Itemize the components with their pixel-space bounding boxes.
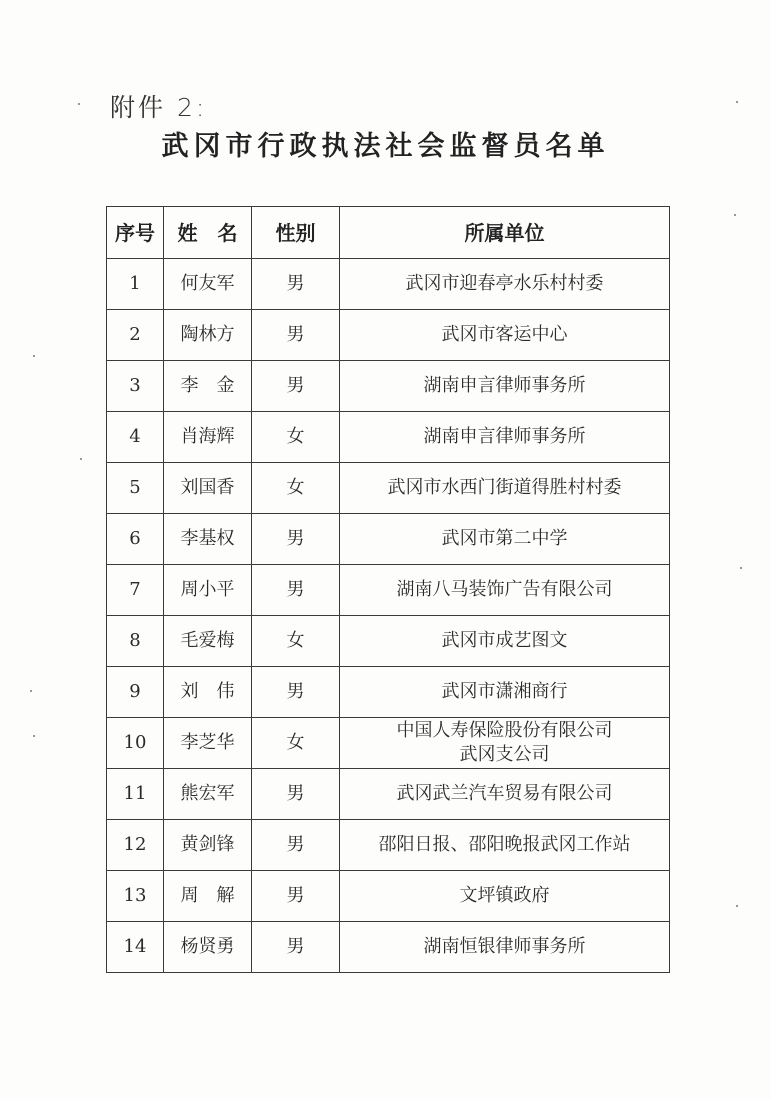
cell-name: 肖海辉 [164, 412, 252, 463]
cell-gender: 男 [252, 361, 340, 412]
table-row [107, 616, 670, 667]
cell-name: 杨贤勇 [164, 922, 252, 973]
cell-name: 李 金 [164, 361, 252, 412]
table-row [107, 718, 670, 769]
cell-unit: 湖南恒银律师事务所 [340, 922, 670, 973]
scan-speck [80, 458, 82, 460]
cell-name: 刘 伟 [164, 667, 252, 718]
scan-speck [33, 735, 35, 737]
cell-gender: 男 [252, 259, 340, 310]
table-row [107, 820, 670, 871]
scan-speck [736, 905, 738, 907]
cell-no: 9 [107, 667, 164, 718]
cell-gender: 男 [252, 565, 340, 616]
cell-no: 11 [107, 769, 164, 820]
cell-unit: 武冈市水西门街道得胜村村委 [340, 463, 670, 514]
column-header-unit: 所属单位 [340, 207, 670, 259]
cell-no: 14 [107, 922, 164, 973]
table-row [107, 310, 670, 361]
cell-unit: 武冈市第二中学 [340, 514, 670, 565]
cell-name: 黄剑锋 [164, 820, 252, 871]
cell-unit: 邵阳日报、邵阳晚报武冈工作站 [340, 820, 670, 871]
cell-no: 10 [107, 718, 164, 769]
cell-gender: 女 [252, 718, 340, 769]
cell-gender: 男 [252, 769, 340, 820]
cell-gender: 男 [252, 667, 340, 718]
cell-unit: 武冈市迎春亭水乐村村委 [340, 259, 670, 310]
table-row [107, 463, 670, 514]
cell-unit: 武冈市成艺图文 [340, 616, 670, 667]
cell-gender: 女 [252, 616, 340, 667]
column-header-name: 姓 名 [164, 207, 252, 259]
cell-name: 李芝华 [164, 718, 252, 769]
table-row [107, 514, 670, 565]
cell-unit: 武冈武兰汽车贸易有限公司 [340, 769, 670, 820]
cell-name: 周小平 [164, 565, 252, 616]
column-header-no: 序号 [107, 207, 164, 259]
cell-no: 12 [107, 820, 164, 871]
supervisor-roster-table [106, 206, 670, 973]
table-row [107, 922, 670, 973]
table-row [107, 667, 670, 718]
cell-name: 毛爱梅 [164, 616, 252, 667]
cell-no: 3 [107, 361, 164, 412]
cell-gender: 男 [252, 922, 340, 973]
table-row [107, 259, 670, 310]
cell-no: 8 [107, 616, 164, 667]
cell-gender: 男 [252, 514, 340, 565]
scan-speck [734, 214, 736, 216]
scan-speck [78, 103, 80, 105]
cell-name: 周 解 [164, 871, 252, 922]
table-header-row [107, 207, 670, 259]
scan-speck [740, 567, 742, 569]
table-row [107, 361, 670, 412]
cell-unit: 武冈市客运中心 [340, 310, 670, 361]
cell-no: 5 [107, 463, 164, 514]
attachment-label: 附件 2: [110, 93, 208, 122]
cell-name: 李基权 [164, 514, 252, 565]
cell-no: 1 [107, 259, 164, 310]
cell-no: 6 [107, 514, 164, 565]
cell-no: 4 [107, 412, 164, 463]
scan-speck [33, 355, 35, 357]
cell-gender: 男 [252, 310, 340, 361]
table-row [107, 871, 670, 922]
cell-gender: 男 [252, 871, 340, 922]
cell-unit [340, 718, 670, 769]
cell-gender: 女 [252, 463, 340, 514]
cell-unit: 湖南申言律师事务所 [340, 412, 670, 463]
scan-speck [30, 690, 32, 692]
cell-name: 何友军 [164, 259, 252, 310]
cell-name: 陶林方 [164, 310, 252, 361]
scan-speck [736, 101, 738, 103]
cell-unit-line2: 武冈支公司 [459, 744, 550, 765]
cell-gender: 女 [252, 412, 340, 463]
cell-unit: 武冈市潇湘商行 [340, 667, 670, 718]
table-row [107, 412, 670, 463]
cell-no: 2 [107, 310, 164, 361]
cell-unit-line1: 中国人寿保险股份有限公司 [396, 720, 613, 741]
table-row [107, 769, 670, 820]
cell-no: 13 [107, 871, 164, 922]
cell-name: 熊宏军 [164, 769, 252, 820]
cell-unit: 湖南申言律师事务所 [340, 361, 670, 412]
cell-name: 刘国香 [164, 463, 252, 514]
cell-no: 7 [107, 565, 164, 616]
cell-unit: 文坪镇政府 [340, 871, 670, 922]
table-row [107, 565, 670, 616]
document-title: 武冈市行政执法社会监督员名单 [161, 131, 610, 162]
column-header-gender: 性别 [252, 207, 340, 259]
cell-unit: 湖南八马装饰广告有限公司 [340, 565, 670, 616]
cell-gender: 男 [252, 820, 340, 871]
